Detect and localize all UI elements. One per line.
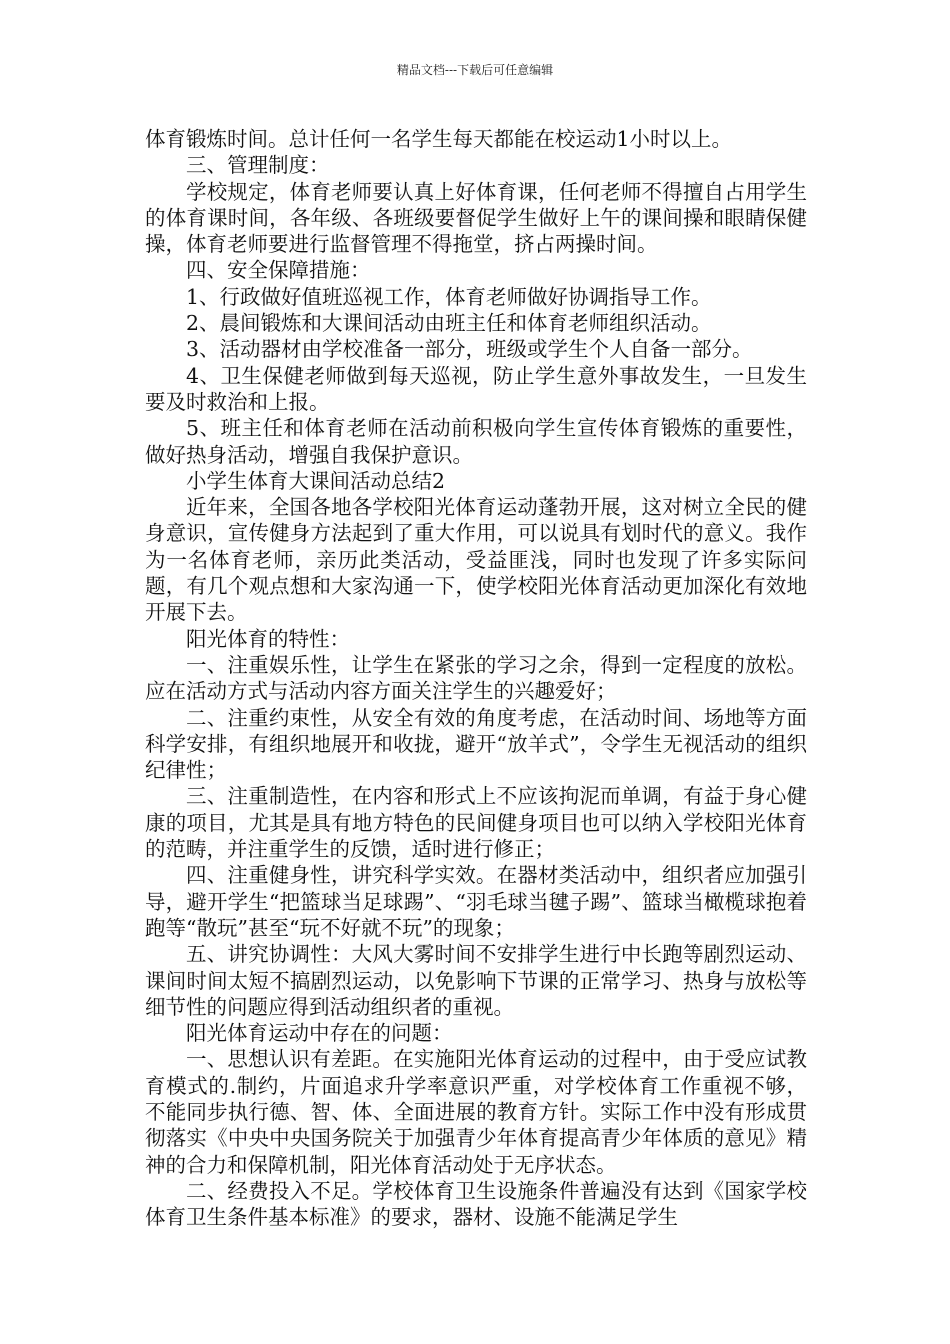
list-item: 一、注重娱乐性，让学生在紧张的学习之余，得到一定程度的放松。应在活动方式与活动内容方面关注学生的兴趣爱好； <box>145 652 807 704</box>
page-header: 精品文档---下载后可任意编辑 <box>396 63 554 77</box>
paragraph: 近年来，全国各地各学校阳光体育运动蓬勃开展，这对树立全民的健身意识，宣传健身方法起到了重大作用，可以说具有划时代的意义。我作为一名体育老师，亲历此类活动，受益匪浅，同时也发现了许多实际问题，有几个观点想和大家沟通一下，使学校阳光体育活动更加深化有效地开展下去。 <box>145 495 807 625</box>
list-item: 四、注重健身性，讲究科学实效。在器材类活动中，组织者应加强引导，避开学生“把篮球当足球踢”、“羽毛球当毽子踢”、篮球当橄榄球抱着跑等“散玩”甚至“玩不好就不玩”的现象； <box>145 863 807 940</box>
section-heading: 四、安全保障措施： <box>186 258 371 283</box>
document-title: 小学生体育大课间活动总结2 <box>186 468 446 493</box>
paragraph: 学校规定，体育老师要认真上好体育课，任何老师不得擅自占用学生的体育课时间，各年级、各班级要督促学生做好上午的课间操和眼睛保健操，体育老师要进行监督管理不得拖堂，挤占两操时间。 <box>145 179 807 257</box>
list-item: 5、班主任和体育老师在活动前积极向学生宣传体育锻炼的重要性，做好热身活动，增强自我保护意识。 <box>145 416 807 467</box>
list-item: 1、行政做好值班巡视工作，体育老师做好协调指导工作。 <box>186 284 712 309</box>
section-heading: 阳光体育的特性： <box>186 626 350 651</box>
list-item: 一、思想认识有差距。在实施阳光体育运动的过程中，由于受应试教育模式的.制约，片面追求升学率意识严重，对学校体育工作重视不够，不能同步执行德、智、体、全面进展的教育方针。实际工作中没有形成贯彻落实《中央中央国务院关于加强青少年体育提高青少年体质的意见》精神的合力和保障机制，阳光体育活动处于无序状态。 <box>145 1047 807 1177</box>
section-heading: 三、管理制度： <box>186 153 330 178</box>
list-item: 4、卫生保健老师做到每天巡视，防止学生意外事故发生，一旦发生要及时救治和上报。 <box>145 363 807 414</box>
section-heading: 阳光体育运动中存在的问题： <box>186 1021 453 1046</box>
list-item: 3、活动器材由学校准备一部分，班级或学生个人自备一部分。 <box>186 337 753 362</box>
document-body <box>145 126 807 1230</box>
list-item: 二、经费投入不足。学校体育卫生设施条件普遍没有达到《国家学校体育卫生条件基本标准》的要求，器材、设施不能满足学生 <box>145 1178 807 1230</box>
list-item: 2、晨间锻炼和大课间活动由班主任和体育老师组织活动。 <box>186 311 712 336</box>
list-item: 二、注重约束性，从安全有效的角度考虑，在活动时间、场地等方面科学安排，有组织地展开和收拢，避开“放羊式”，令学生无视活动的组织纪律性； <box>145 705 807 783</box>
list-item: 三、注重制造性，在内容和形式上不应该拘泥而单调，有益于身心健康的项目，尤其是具有地方特色的民间健身项目也可以纳入学校阳光体育的范畴，并注重学生的反馈，适时进行修正； <box>145 784 807 862</box>
list-item: 五、讲究协调性：大风大雾时间不安排学生进行中长跑等剧烈运动、课间时间太短不搞剧烈运动，以免影响下节课的正常学习、热身与放松等细节性的问题应得到活动组织者的重视。 <box>145 942 807 1019</box>
paragraph: 体育锻炼时间。总计任何一名学生每天都能在校运动1小时以上。 <box>145 127 733 151</box>
